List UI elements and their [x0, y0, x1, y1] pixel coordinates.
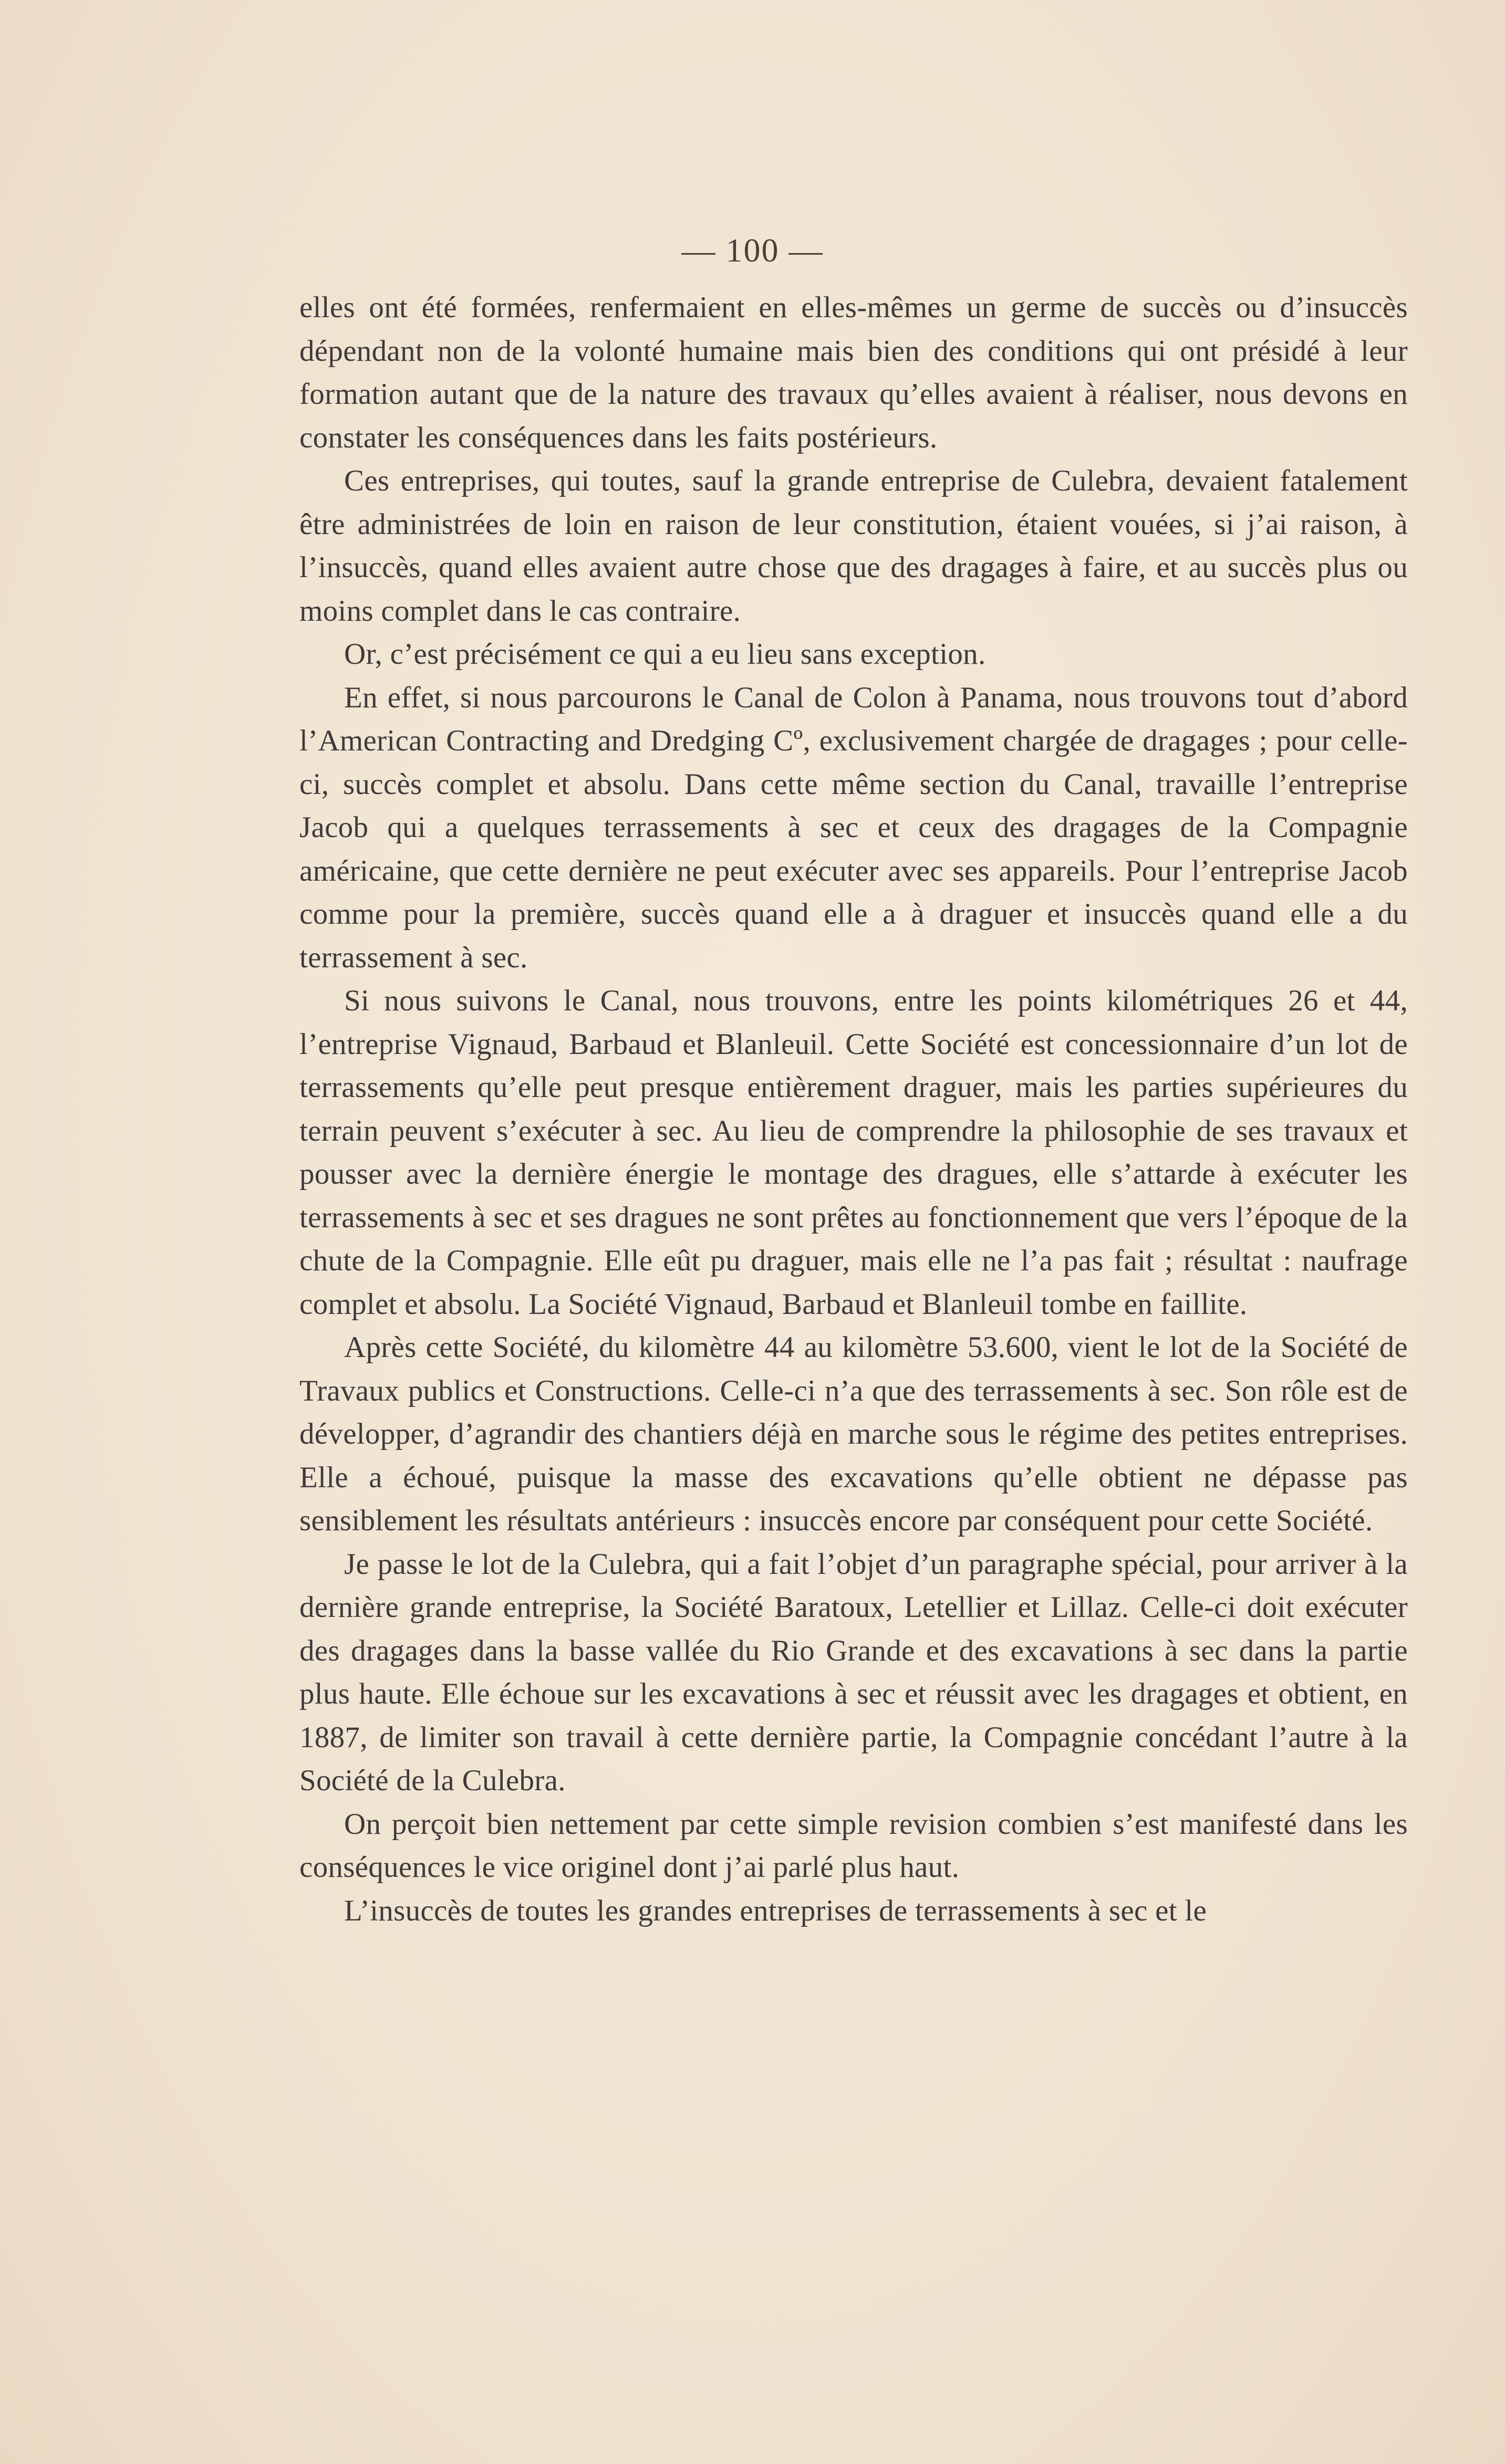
body-text	[299, 286, 1408, 1933]
paragraph: Après cette Société, du kilomètre 44 au kilomètre 53.600, vient le lot de la Société de Travaux publics et Constructions. Celle-ci n’a que des terrassements à sec. Son rôle est de développer, d’agrandir des chantiers déjà en marche sous le régime des petites entreprises. Elle a échoué, puisque la masse des excavations qu’elle obtient ne dépasse pas sensiblement les résultats antérieurs : insuccès encore par conséquent pour cette Société.	[299, 1331, 1408, 1537]
paragraph: elles ont été formées, renfermaient en elles-mêmes un germe de succès ou d’insuccès dépendant non de la volonté humaine mais bien des conditions qui ont présidé à leur formation autant que de la nature des travaux qu’elles avaient à réaliser, nous devons en constater les conséquences dans les faits postérieurs.	[299, 291, 1408, 454]
page-number: — 100 —	[681, 232, 824, 269]
paragraph: En effet, si nous parcourons le Canal de Colon à Panama, nous trouvons tout d’abord l’American Contracting and Dredging Cº, exclusivement chargée de dragages ; pour celle-ci, succès complet et absolu. Dans cette même section du Canal, travaille l’entreprise Jacob qui a quelques terrassements à sec et ceux des dragages de la Compagnie américaine, que cette dernière ne peut exécuter avec ses appareils. Pour l’entreprise Jacob comme pour la première, succès quand elle a à draguer et insuccès quand elle a du terrassement à sec.	[299, 681, 1408, 974]
paragraph: Si nous suivons le Canal, nous trouvons, entre les points kilométriques 26 et 44, l’entreprise Vignaud, Barbaud et Blanleuil. Cette Société est concessionnaire d’un lot de terrassements qu’elle peut presque entièrement draguer, mais les parties supérieures du terrain peuvent s’exécuter à sec. Au lieu de comprendre la philosophie de ses travaux et pousser avec la dernière énergie le montage des dragues, elle s’attarde à exécuter les terrassements à sec et ses dragues ne sont prêtes au fonctionnement que vers l’époque de la chute de la Compagnie. Elle eût pu draguer, mais elle ne l’a pas fait ; résultat : naufrage complet et absolu. La Société Vignaud, Barbaud et Blanleuil tombe en faillite.	[299, 984, 1408, 1321]
paragraph: L’insuccès de toutes les grandes entreprises de terrassements à sec et le	[344, 1894, 1207, 1927]
paragraph: Or, c’est précisément ce qui a eu lieu sans exception.	[344, 638, 986, 671]
paragraph: Je passe le lot de la Culebra, qui a fait l’objet d’un paragraphe spécial, pour arriver à la dernière grande entreprise, la Société Baratoux, Letellier et Lillaz. Celle-ci doit exécuter des dragages dans la basse vallée du Rio Grande et des excavations à sec dans la partie plus haute. Elle échoue sur les excavations à sec et réussit avec les dragages et obtient, en 1887, de limiter son travail à cette dernière partie, la Compagnie concédant l’autre à la Société de la Culebra.	[299, 1547, 1408, 1797]
paragraph: On perçoit bien nettement par cette simple revision combien s’est manifesté dans les conséquences le vice originel dont j’ai parlé plus haut.	[299, 1807, 1408, 1884]
paragraph: Ces entreprises, qui toutes, sauf la grande entreprise de Culebra, devaient fatalement être administrées de loin en raison de leur constitution, étaient vouées, si j’ai raison, à l’insuccès, quand elles avaient autre chose que des dragages à faire, et au succès plus ou moins complet dans le cas contraire.	[299, 464, 1408, 628]
